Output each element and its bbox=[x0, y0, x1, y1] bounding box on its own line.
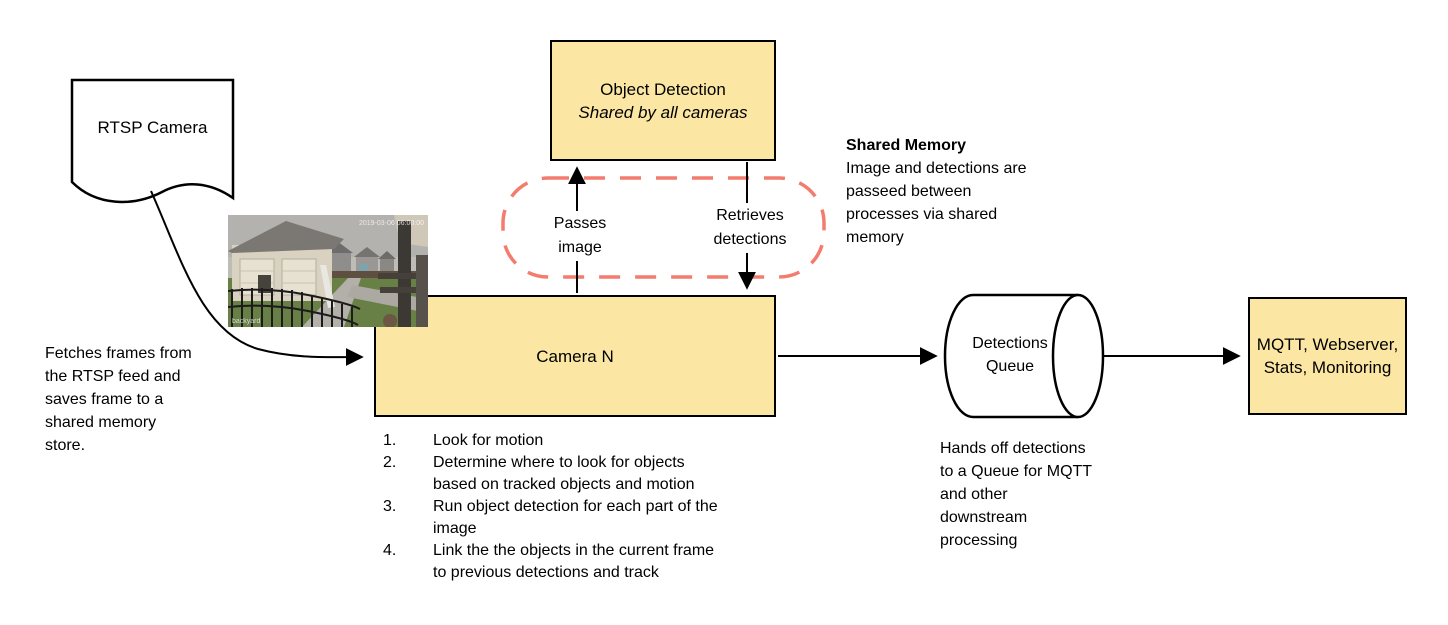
detections-queue-label-line1: Detections bbox=[972, 335, 1048, 352]
camera-step bbox=[383, 540, 728, 584]
camera-step-number: 1. bbox=[383, 432, 397, 449]
camera-n-label: Camera N bbox=[536, 346, 614, 366]
detections-queue-label-line2: Queue bbox=[985, 358, 1035, 375]
camera-steps-list bbox=[383, 430, 728, 584]
rtsp-camera-label: RTSP Camera bbox=[97, 117, 208, 137]
shared-memory-note-title: Shared Memory bbox=[846, 137, 967, 154]
camera-step bbox=[383, 496, 728, 540]
object-detection-box bbox=[550, 40, 776, 161]
camera-step-text: Run object detection for each part of the image bbox=[433, 498, 718, 537]
camera-step-text: Determine where to look for objects based on tracked objects and motion bbox=[433, 454, 695, 493]
object-detection-subtitle: Shared by all cameras bbox=[578, 102, 748, 122]
shared-memory-note-body: Image and detections are passeed between processes via shared memory bbox=[846, 160, 1027, 246]
shared-memory-note bbox=[846, 134, 1051, 249]
snapshot-camera-name: backyard bbox=[232, 318, 261, 325]
detections-queue-shape bbox=[945, 295, 1103, 417]
outputs-box bbox=[1248, 297, 1407, 415]
snapshot-timestamp: 2019-03-06 06:00:00 bbox=[359, 220, 424, 227]
camera-step bbox=[383, 452, 728, 496]
object-detection-title: Object Detection bbox=[600, 79, 726, 99]
camera-step bbox=[383, 430, 728, 452]
camera-snapshot-image bbox=[228, 215, 428, 327]
camera-step-number: 3. bbox=[383, 498, 397, 515]
queue-note: Hands off detections to a Queue for MQTT and other downstream processing bbox=[940, 440, 1092, 549]
camera-step-number: 4. bbox=[383, 542, 397, 559]
passes-image-label: Passes image bbox=[543, 211, 617, 261]
camera-step-text: Link the the objects in the current frame to previous detections and track bbox=[433, 542, 715, 581]
retrieves-detections-label: Retrieves detections bbox=[703, 203, 797, 253]
camera-step-number: 2. bbox=[383, 454, 397, 471]
outputs-box-label: MQTT, Webserver, Stats, Monitoring bbox=[1256, 335, 1399, 377]
camera-n-box bbox=[374, 295, 776, 417]
camera-step-text: Look for motion bbox=[433, 432, 544, 449]
fetch-note: Fetches frames from the RTSP feed and saves frame to a shared memory store. bbox=[45, 345, 192, 454]
